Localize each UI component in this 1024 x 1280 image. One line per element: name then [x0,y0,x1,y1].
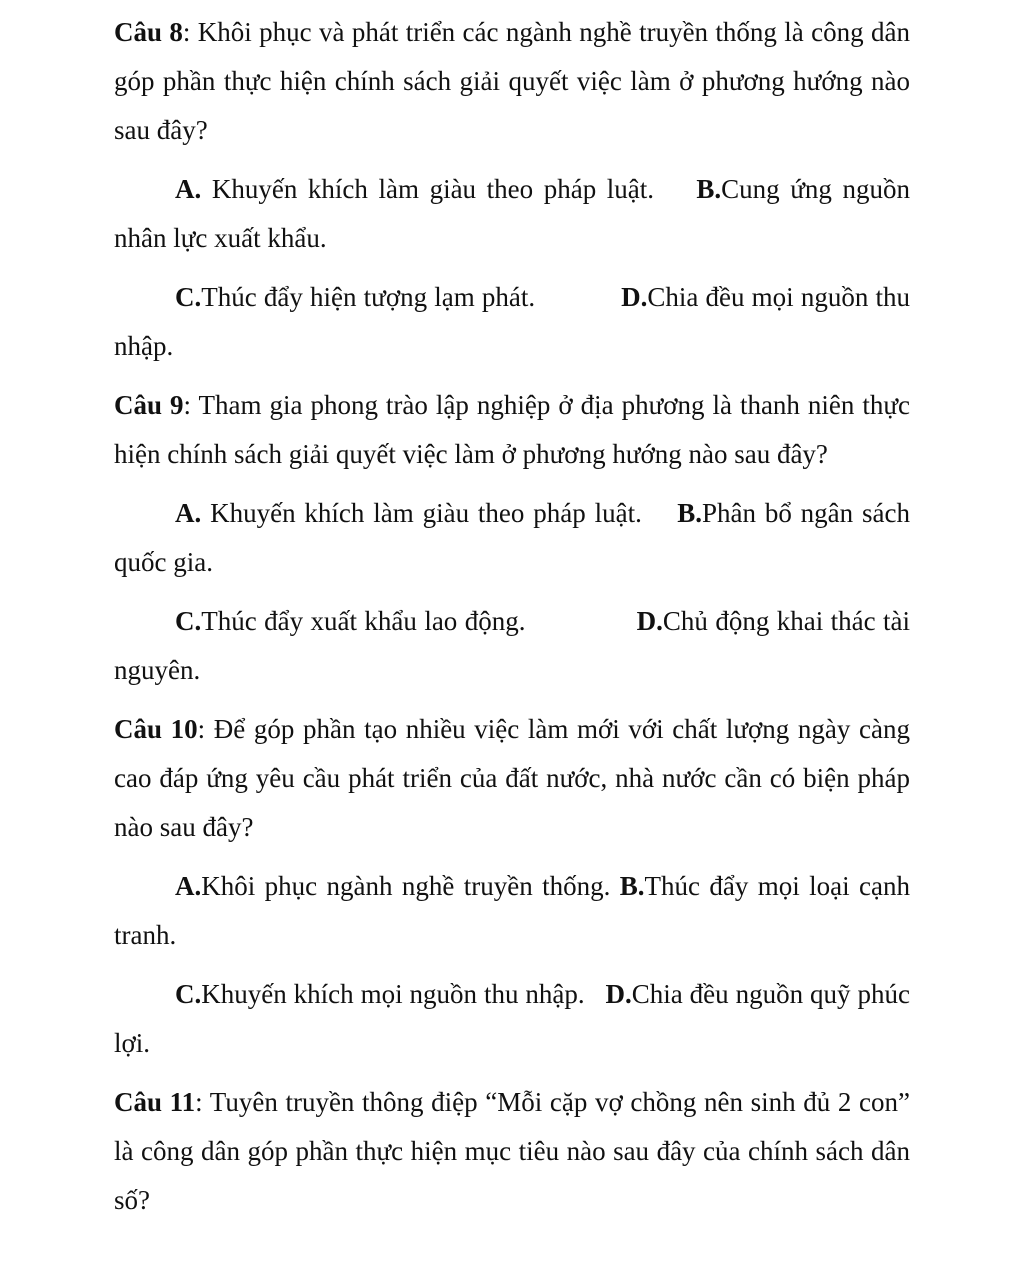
option-a-text: Khôi phục ngành nghề truyền thống. [201,871,611,901]
option-c-text: Thúc đẩy hiện tượng lạm phát. [201,282,536,312]
option-d-text: Chia đều nguồn quỹ phúc lợi. [114,979,910,1058]
document-page [114,8,910,1235]
option-d-text: Chủ động khai thác tài nguyên. [114,606,911,685]
question-9-label: Câu 9 [114,390,184,420]
question-8-options-ab [114,165,910,263]
question-10-label: Câu 10 [114,714,198,744]
option-b-letter: B. [677,498,702,528]
question-10-options-ab [114,862,910,960]
option-gap [654,174,696,204]
option-gap [585,979,606,1009]
question-11-text: : Tuyên truyền thông điệp “Mỗi cặp vợ chồng nên sinh đủ 2 con” là công dân góp phần thực hiện mục tiêu nào sau đây của chính sách dân số? [114,1087,910,1215]
question-9 [114,381,910,479]
option-a-text: Khuyến khích làm giàu theo pháp luật. [201,498,642,528]
option-gap [610,871,619,901]
option-b-text: Cung ứng nguồn nhân lực xuất khẩu. [114,174,910,253]
question-8 [114,8,910,155]
question-10 [114,705,910,852]
option-d-text: Chia đều mọi nguồn thu nhập. [114,282,911,361]
question-9-text: : Tham gia phong trào lập nghiệp ở địa phương là thanh niên thực hiện chính sách giải quyết việc làm ở phương hướng nào sau đây? [114,390,911,469]
option-c-text: Khuyến khích mọi nguồn thu nhập. [201,979,585,1009]
option-b-letter: B. [696,174,722,204]
question-11 [114,1078,910,1225]
question-9-options-ab [114,489,910,587]
option-gap [642,498,677,528]
option-d-letter: D. [621,282,648,312]
option-c-letter: C. [175,282,202,312]
question-8-label: Câu 8 [114,17,183,47]
option-a-text: Khuyến khích làm giàu theo pháp luật. [201,174,655,204]
question-9-options-cd [114,597,910,695]
option-b-letter: B. [619,871,645,901]
question-10-options-cd [114,970,910,1068]
option-a-letter: A. [175,498,202,528]
option-c-letter: C. [175,606,202,636]
option-b-text: Thúc đẩy mọi loại cạnh tranh. [114,871,910,950]
option-b-text: Phân bổ ngân sách quốc gia. [114,498,910,577]
question-10-text: : Để góp phần tạo nhiều việc làm mới với chất lượng ngày càng cao đáp ứng yêu cầu phát triển của đất nước, nhà nước cần có biện pháp nào sau đây? [114,714,910,842]
option-c-text: Thúc đẩy xuất khẩu lao động. [201,606,526,636]
option-gap [525,606,636,636]
question-8-options-cd [114,273,910,371]
option-d-letter: D. [636,606,663,636]
question-8-text: : Khôi phục và phát triển các ngành nghề truyền thống là công dân góp phần thực hiện chính sách giải quyết việc làm ở phương hướng nào sau đây? [114,17,910,145]
option-gap [535,282,621,312]
option-a-letter: A. [175,174,202,204]
option-c-letter: C. [175,979,202,1009]
option-a-letter: A. [175,871,202,901]
question-11-label: Câu 11 [114,1087,196,1117]
option-d-letter: D. [605,979,632,1009]
